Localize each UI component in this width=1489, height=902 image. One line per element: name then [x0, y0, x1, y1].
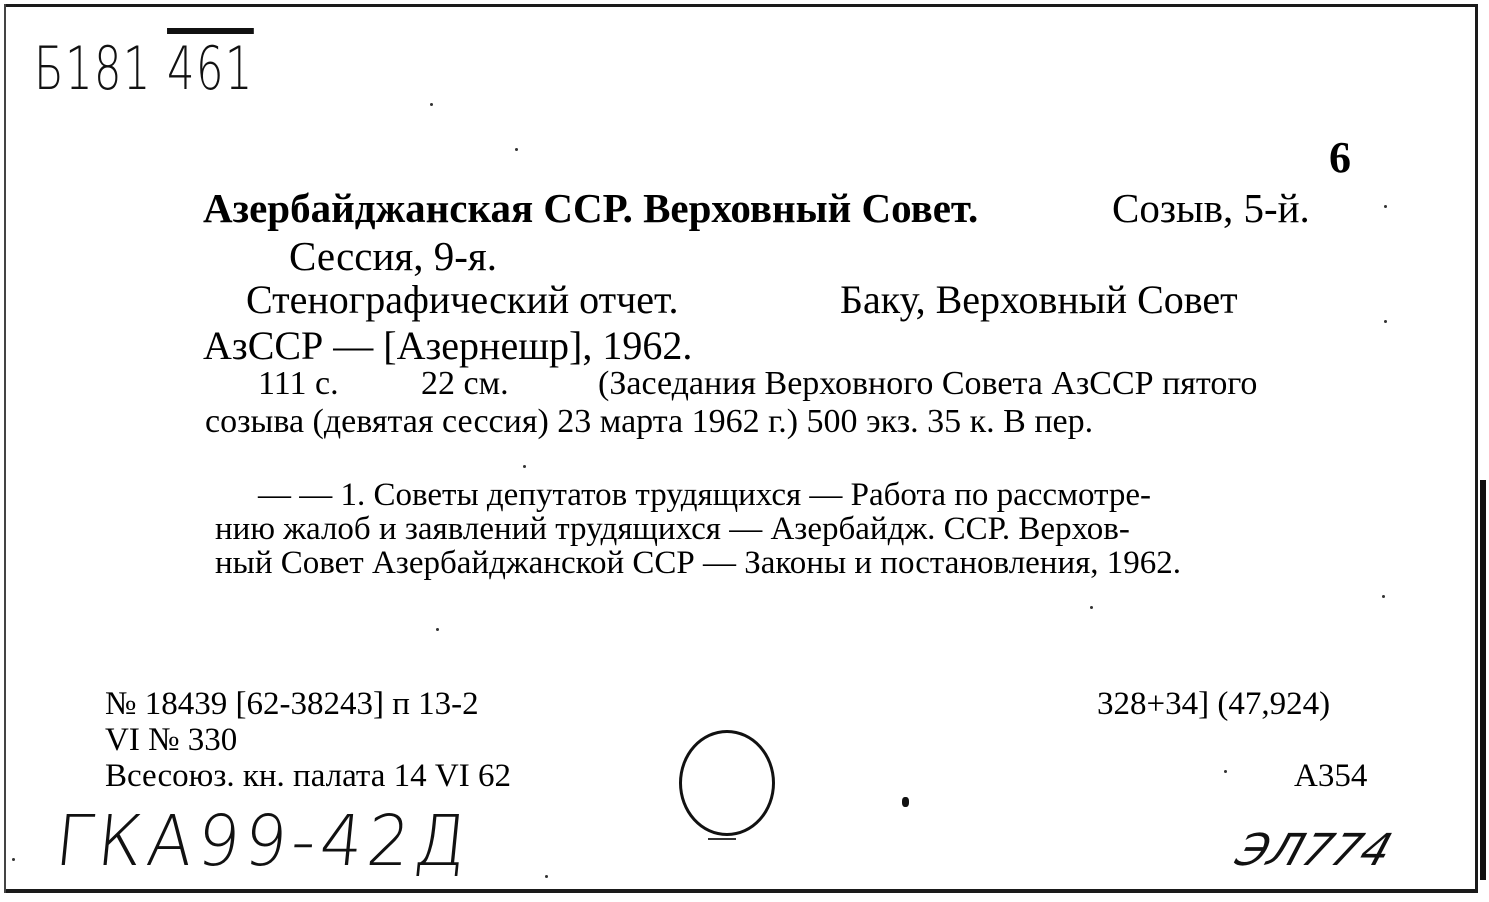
heading-convocation: Созыв, 5-й. [1112, 185, 1310, 231]
title-line-2: АзССР — [Азернешр], 1962. [203, 323, 693, 368]
speck [1224, 770, 1227, 773]
speck [436, 628, 439, 631]
speck [12, 858, 15, 861]
handwritten-call-number: ГКА99-42Д [51, 800, 475, 882]
speck [545, 875, 548, 878]
catalog-code: А354 [1294, 758, 1368, 794]
subject-line-3: ный Совет Азербайджанской ССР — Законы и постановления, 1962. [215, 545, 1182, 581]
heading-line [203, 184, 978, 232]
desc-size: 22 см. [421, 365, 509, 402]
punch-hole-circle [679, 730, 775, 836]
subject-line-2: нию жалоб и заявлений трудящихся — Азербайдж. ССР. Верхов- [215, 511, 1130, 547]
heading-main: Азербайджанская ССР. Верховный Совет. [203, 185, 979, 231]
catalog-number: № 18439 [62-38243] п 13-2 [105, 686, 479, 722]
speck [515, 148, 518, 151]
title-line-1b: Баку, Верховный Совет [840, 277, 1238, 322]
subject-line-1: — — 1. Советы депутатов трудящихся — Работа по рассмотре- [258, 477, 1151, 513]
desc-note: (Заседания Верховного Совета АзССР пятого [598, 365, 1258, 402]
card-right-edge-shadow [1480, 480, 1486, 880]
speck [1384, 320, 1387, 323]
speck [430, 103, 433, 106]
catalog-order: VI № 330 [105, 722, 238, 758]
desc-pages: 111 с. [258, 365, 339, 402]
speck [523, 465, 526, 468]
ink-dash [708, 838, 736, 840]
card-number: 6 [1329, 133, 1351, 182]
handwritten-corner-note: ЭЛ774 [1229, 825, 1400, 876]
speck [1384, 205, 1387, 208]
speck [1382, 595, 1385, 598]
desc-line-2: созыва (девятая сессия) 23 марта 1962 г.) 500 экз. 35 к. В пер. [205, 403, 1094, 440]
catalog-index: 328+34] (47,924) [1097, 686, 1331, 722]
handwritten-shelf-mark-part2: 461 [167, 34, 254, 104]
title-line-1a: Стенографический отчет. [246, 277, 679, 322]
ink-dot [902, 797, 909, 807]
handwritten-shelf-mark [34, 34, 254, 104]
card-left-edge [4, 4, 6, 893]
catalog-chamber: Всесоюз. кн. палата 14 VI 62 [105, 758, 511, 794]
handwritten-shelf-mark-part1: Б181 [34, 34, 152, 104]
speck [1090, 606, 1093, 609]
heading-session: Сессия, 9-я. [289, 233, 498, 279]
